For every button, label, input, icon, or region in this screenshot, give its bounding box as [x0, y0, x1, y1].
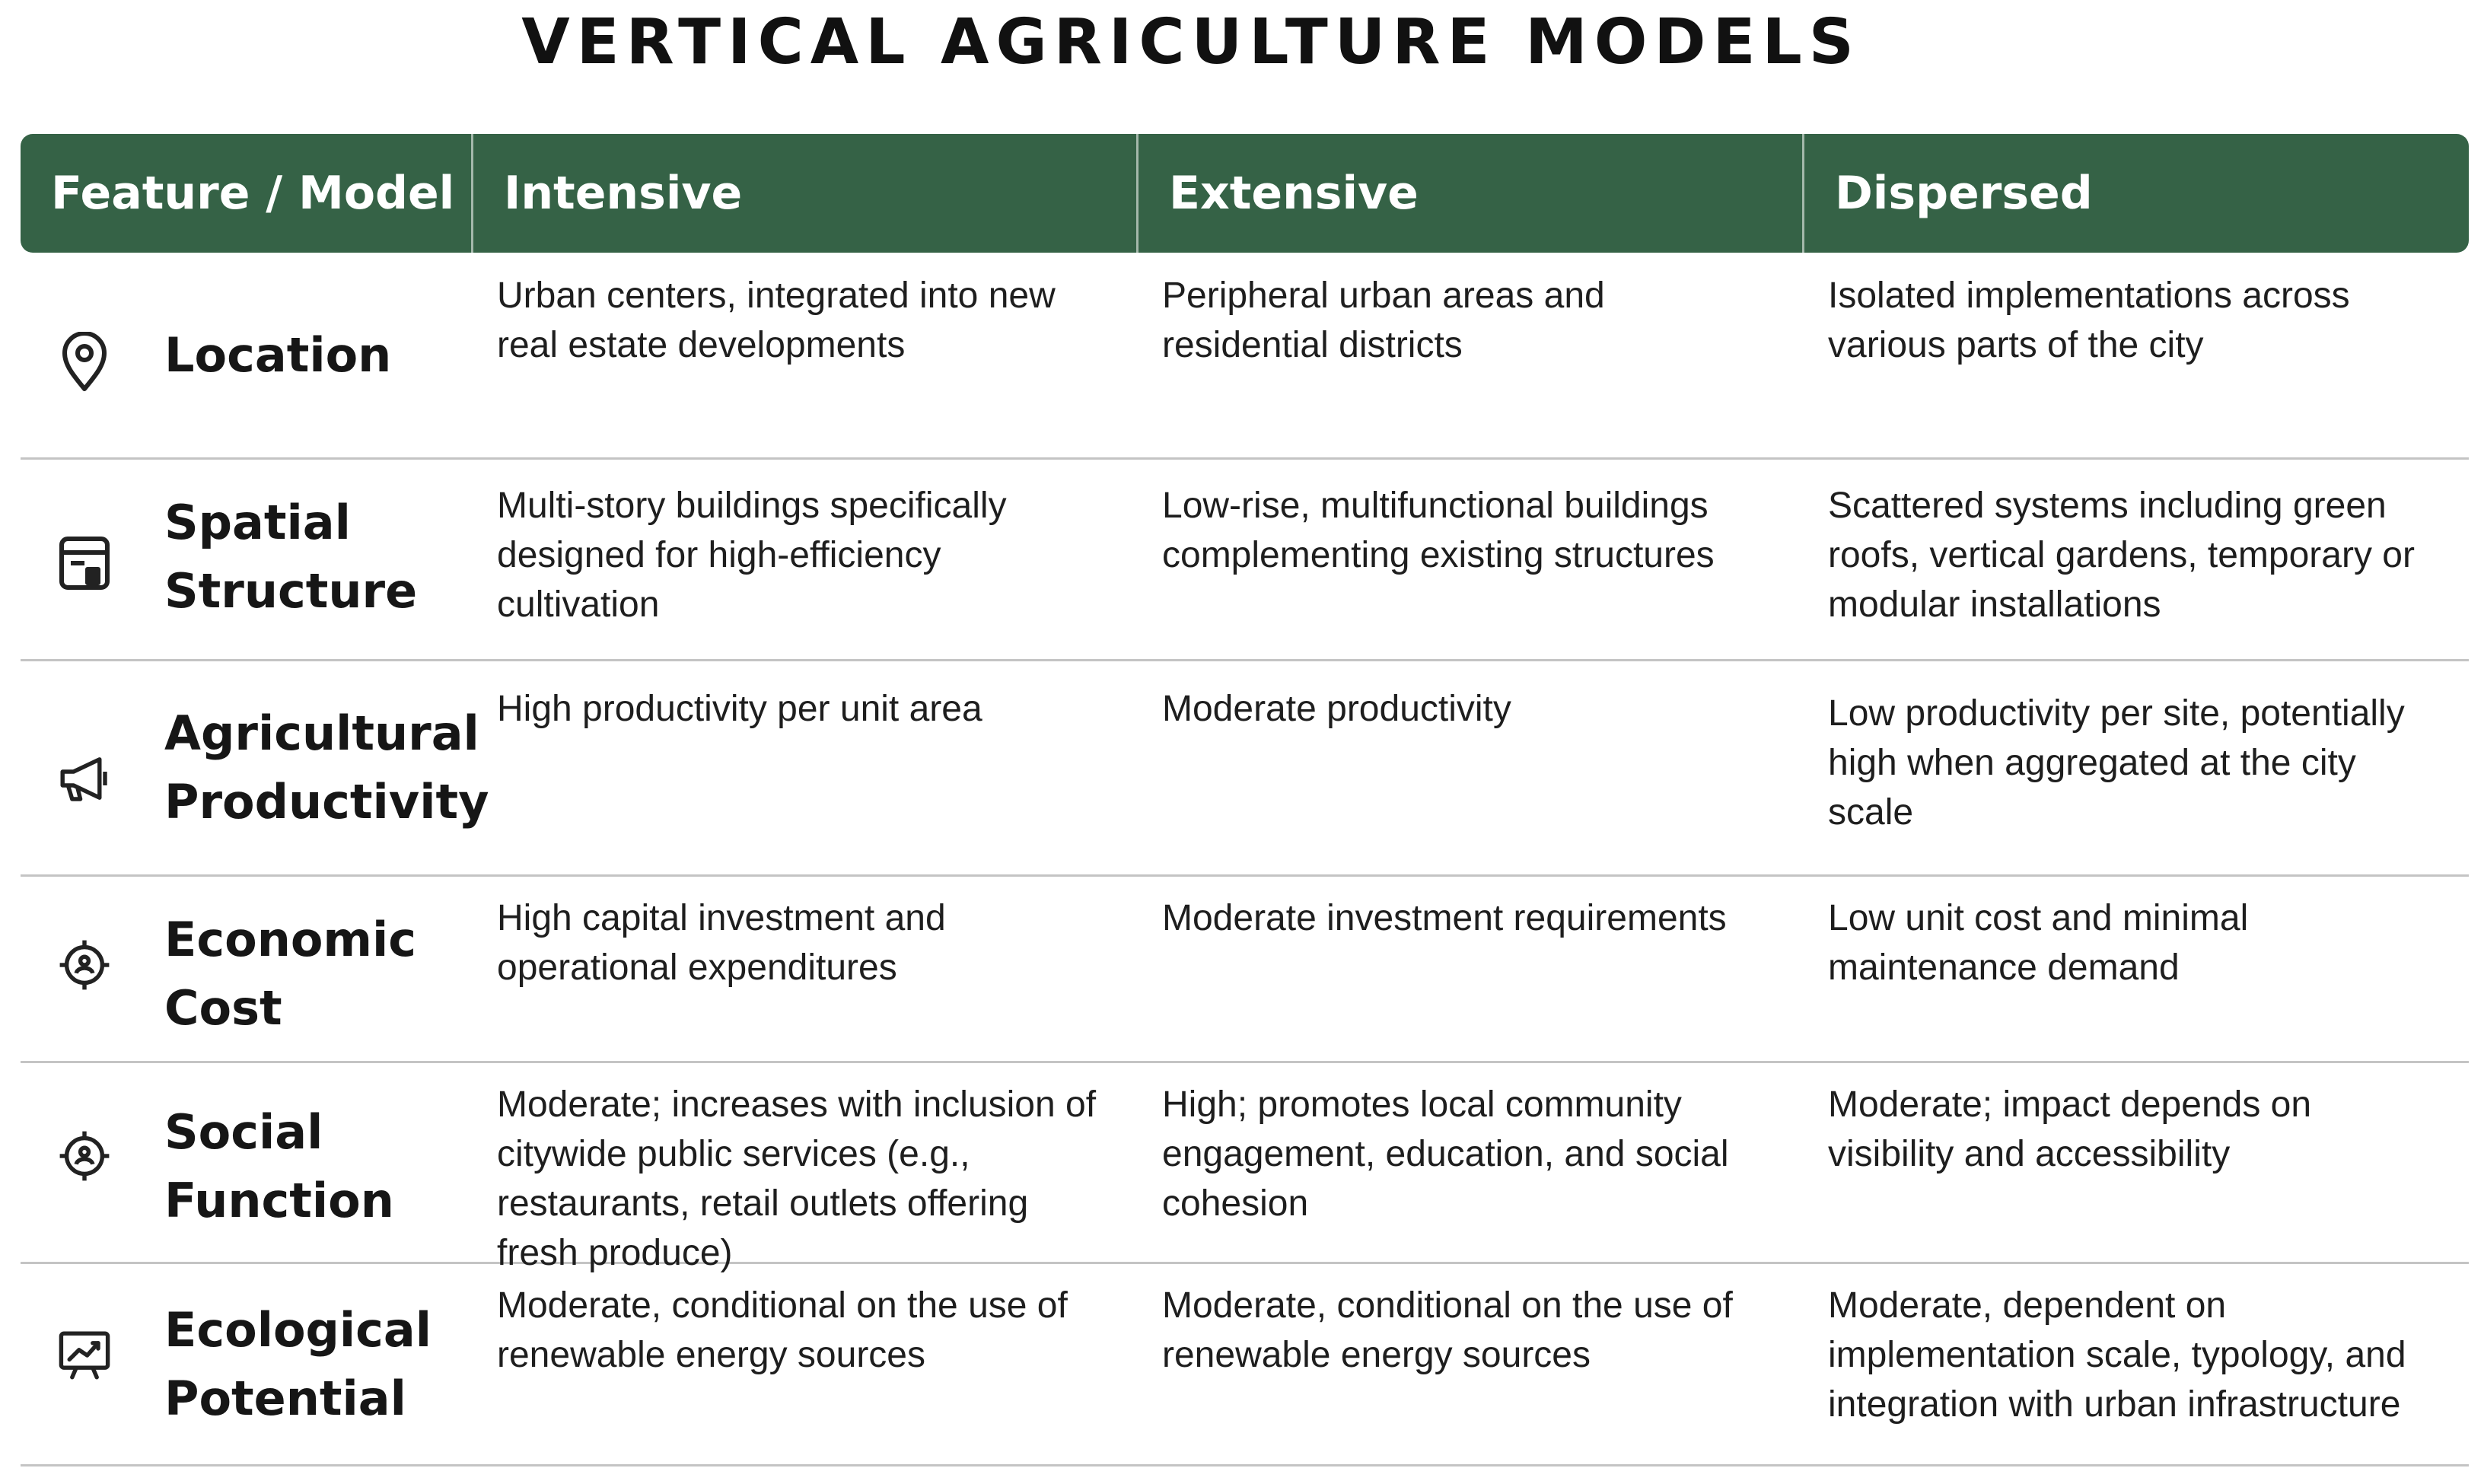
feature-label: Ecological Potential: [164, 1302, 432, 1426]
cell-extensive: High; promotes local community engagement, education, and social cohesion: [1162, 1084, 1729, 1224]
location-pin-icon: [57, 335, 112, 390]
feature-label: Agricultural Productivity: [164, 705, 489, 830]
cell-intensive: High productivity per unit area: [497, 689, 982, 729]
cell-dispersed: Scattered systems including green roofs, vertical gardens, temporary or modular installations: [1828, 486, 2415, 625]
cell-dispersed: Isolated implementations across various parts of the city: [1828, 275, 2350, 365]
cell-dispersed: Moderate; impact depends on visibility and accessibility: [1828, 1084, 2312, 1174]
header-feature-model: Feature / Model: [51, 167, 455, 220]
table-header: [21, 134, 2469, 253]
feature-cell: [21, 1063, 471, 1262]
target-person-icon: [57, 938, 112, 992]
cell-dispersed: Moderate, dependent on implementation scale, typology, and integration with urban infrastructure: [1828, 1285, 2406, 1425]
table-row-spatial-structure: [21, 460, 2469, 661]
table-row-economic-cost: [21, 877, 2469, 1063]
cell-dispersed: Low unit cost and minimal maintenance demand: [1828, 898, 2249, 988]
feature-cell: [21, 877, 471, 1061]
cell-extensive: Moderate investment requirements: [1162, 898, 1727, 938]
table-row-social-function: [21, 1063, 2469, 1273]
header-extensive: Extensive: [1136, 134, 1802, 253]
cell-intensive: Urban centers, integrated into new real estate developments: [497, 275, 1056, 365]
building-card-icon: [57, 536, 112, 591]
feature-label: Economic Cost: [164, 912, 417, 1036]
megaphone-icon: [57, 751, 112, 806]
cell-intensive: Moderate, conditional on the use of renewable energy sources: [497, 1285, 1068, 1375]
page-title: VERTICAL AGRICULTURE MODELS: [521, 6, 1861, 78]
cell-intensive: Multi-story buildings specifically designed for high-efficiency cultivation: [497, 486, 1007, 625]
feature-cell: [21, 253, 471, 457]
target-person-icon: [57, 1129, 112, 1183]
table-row-location: [21, 253, 2469, 460]
feature-label: Social Function: [164, 1104, 394, 1228]
presentation-chart-icon: [57, 1328, 112, 1383]
cell-intensive: High capital investment and operational expenditures: [497, 898, 946, 988]
header-intensive: Intensive: [471, 134, 1136, 253]
table-row-ecological-potential: [21, 1264, 2469, 1466]
header-dispersed: Dispersed: [1802, 134, 2469, 253]
feature-cell: [21, 661, 489, 874]
comparison-table: [21, 134, 2469, 1466]
cell-extensive: Peripheral urban areas and residential districts: [1162, 275, 1605, 365]
feature-cell: [21, 460, 471, 659]
feature-cell: [21, 1264, 471, 1464]
feature-label: Spatial Structure: [164, 495, 418, 619]
cell-extensive: Moderate, conditional on the use of renewable energy sources: [1162, 1285, 1733, 1375]
cell-intensive: Moderate; increases with inclusion of citywide public services (e.g., restaurants, retail outlets offering fresh produce): [497, 1084, 1097, 1273]
cell-extensive: Low-rise, multifunctional buildings complementing existing structures: [1162, 486, 1715, 575]
cell-dispersed: Low productivity per site, potentially high when aggregated at the city scale: [1828, 693, 2405, 833]
cell-extensive: Moderate productivity: [1162, 689, 1511, 729]
feature-label: Location: [164, 327, 392, 383]
table-row-agricultural-productivity: [21, 661, 2469, 877]
